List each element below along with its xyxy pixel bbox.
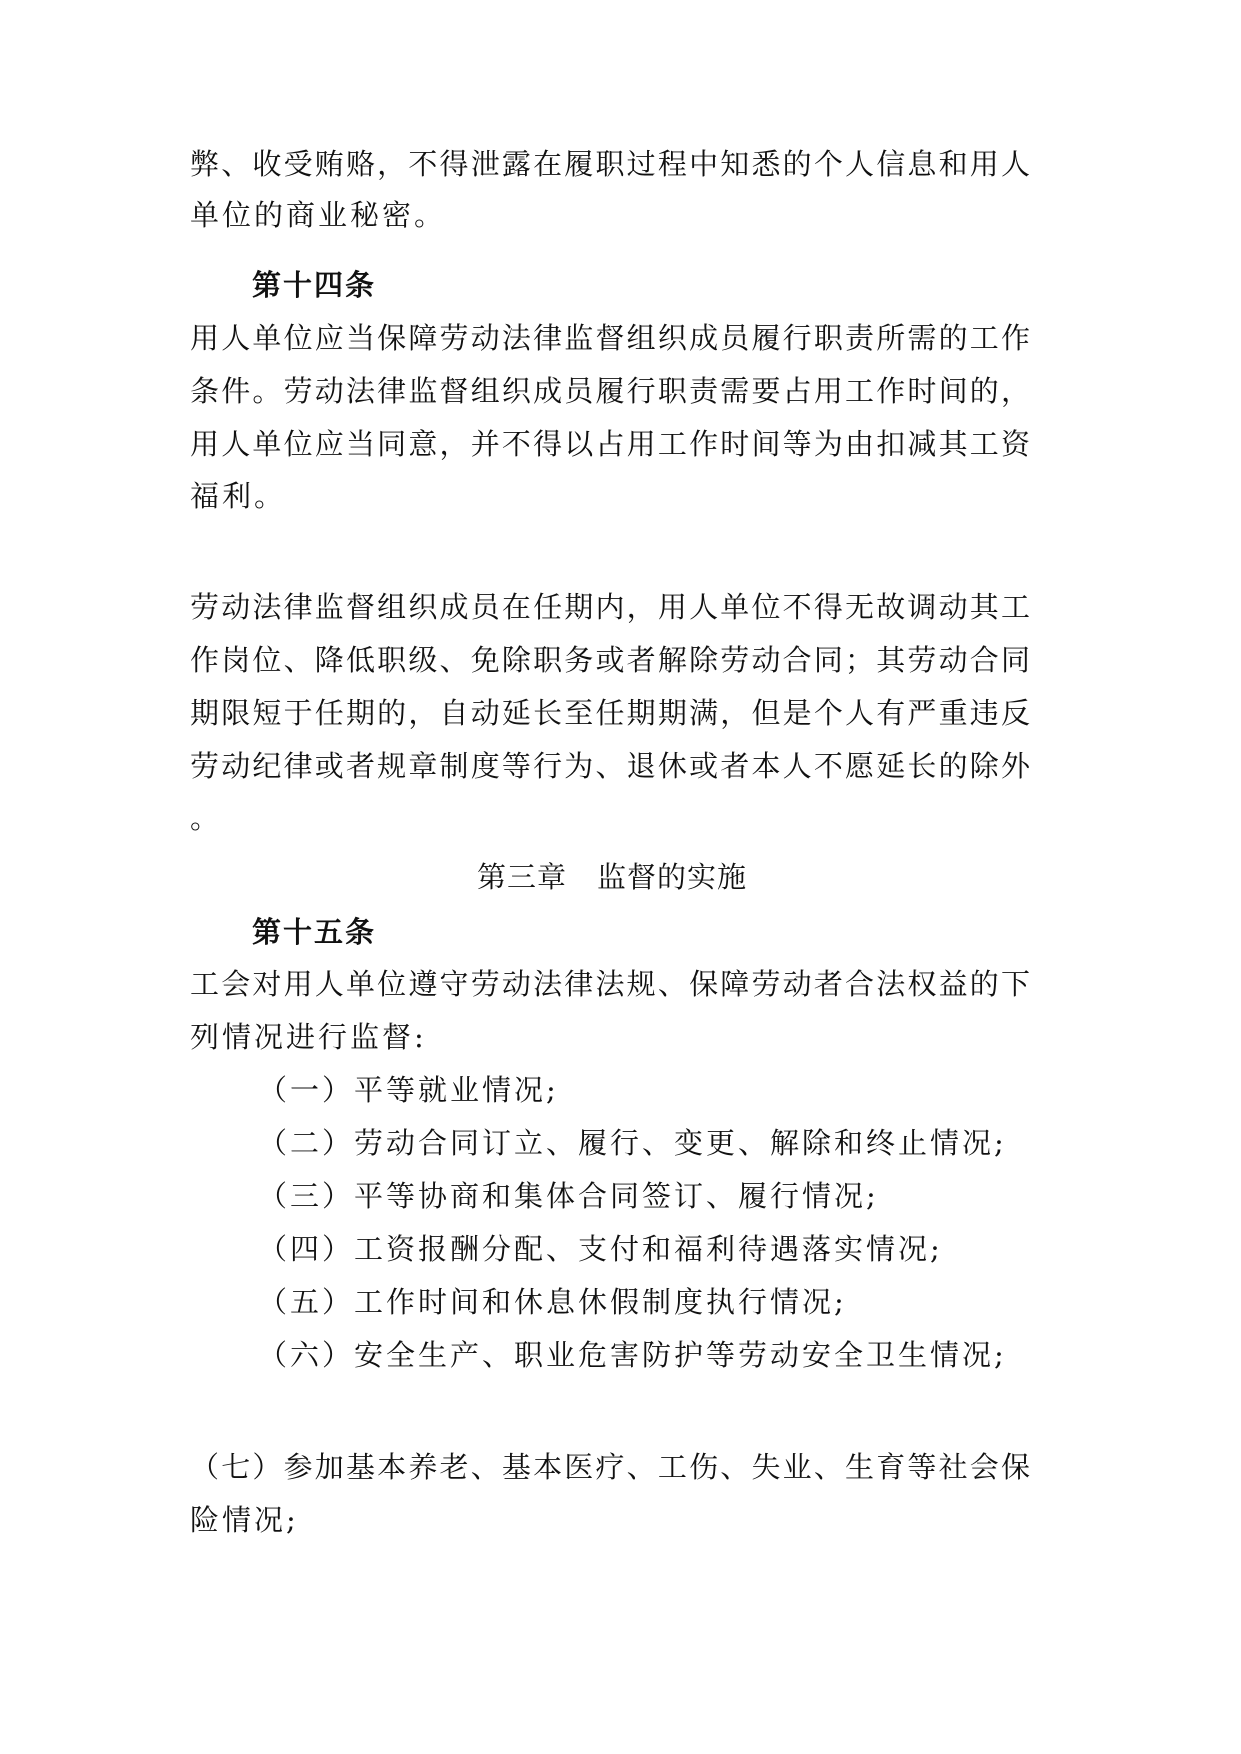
paragraph-line: 列情况进行监督: bbox=[190, 1020, 427, 1054]
paragraph-line: 作岗位、降低职级、免除职务或者解除劳动合同；其劳动合同 bbox=[190, 643, 1030, 677]
paragraph-line: 。 bbox=[190, 801, 223, 835]
list-item-continuation: 险情况; bbox=[190, 1503, 299, 1537]
article-heading-15: 第十五条 bbox=[252, 915, 377, 949]
paragraph-line: 用人单位应当保障劳动法律监督组织成员履行职责所需的工作 bbox=[190, 321, 1030, 355]
list-item: （一）平等就业情况; bbox=[258, 1073, 559, 1107]
list-item: （四）工资报酬分配、支付和福利待遇落实情况; bbox=[258, 1232, 943, 1266]
list-item: （三）平等协商和集体合同签订、履行情况; bbox=[258, 1179, 879, 1213]
list-item: （五）工作时间和休息休假制度执行情况; bbox=[258, 1285, 847, 1319]
paragraph-line: 劳动法律监督组织成员在任期内，用人单位不得无故调动其工 bbox=[190, 590, 1030, 624]
paragraph-line: 单位的商业秘密。 bbox=[190, 198, 447, 232]
paragraph-line: 福利。 bbox=[190, 479, 287, 513]
paragraph-line: 工会对用人单位遵守劳动法律法规、保障劳动者合法权益的下 bbox=[190, 967, 1030, 1001]
list-item: （七）参加基本养老、基本医疗、工伤、失业、生育等社会保 bbox=[190, 1450, 1030, 1484]
paragraph-line: 用人单位应当同意，并不得以占用工作时间等为由扣减其工资 bbox=[190, 427, 1030, 461]
list-item: （二）劳动合同订立、履行、变更、解除和终止情况; bbox=[258, 1126, 1007, 1160]
list-item: （六）安全生产、职业危害防护等劳动安全卫生情况; bbox=[258, 1338, 1007, 1372]
chapter-heading: 第三章 监督的实施 bbox=[477, 860, 748, 894]
article-heading-14: 第十四条 bbox=[252, 268, 377, 302]
paragraph-line: 劳动纪律或者规章制度等行为、退休或者本人不愿延长的除外 bbox=[190, 749, 1030, 783]
paragraph-line: 期限短于任期的，自动延长至任期期满，但是个人有严重违反 bbox=[190, 696, 1030, 730]
paragraph-line: 条件。劳动法律监督组织成员履行职责需要占用工作时间的， bbox=[190, 374, 1030, 408]
paragraph-line: 弊、收受贿赂，不得泄露在履职过程中知悉的个人信息和用人 bbox=[190, 147, 1030, 181]
